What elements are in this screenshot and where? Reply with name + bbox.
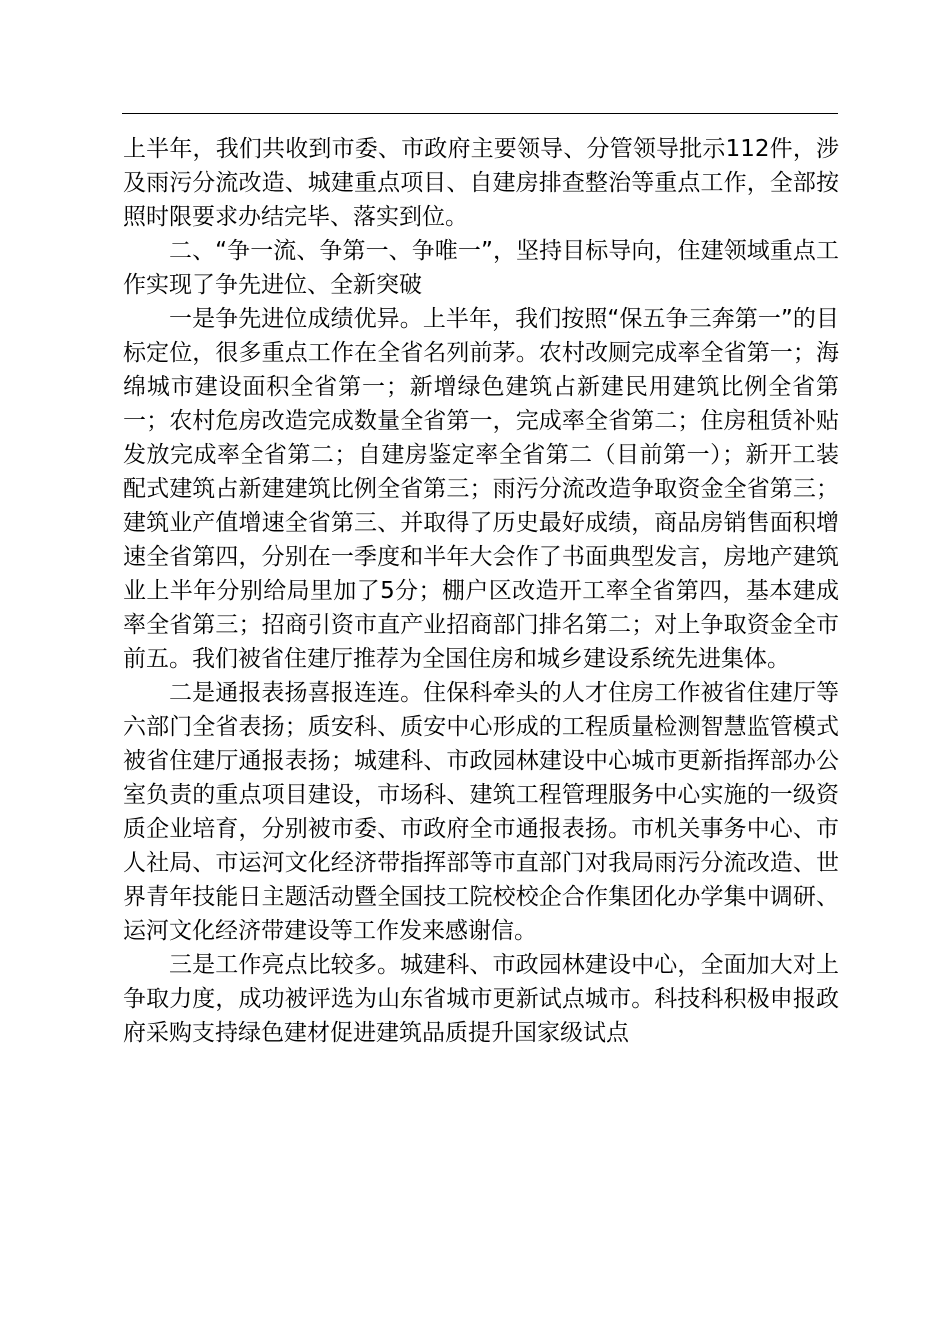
header-rule [122,113,838,114]
paragraph-ranking-results: 一是争先进位成绩优异。上半年，我们按照“保五争三奔第一”的目标定位，很多重点工作在全省名列前茅。农村改厕完成率全省第一；海绵城市建设面积全省第一；新增绿色建筑占新建民用建筑比例全省第一；农村危房改造完成数量全省第一，完成率全省第二；住房租赁补贴发放完成率全省第二；自建房鉴定率全省第二（目前第一）；新开工装配式建筑占新建建筑比例全省第三；雨污分流改造争取资金全省第三；建筑业产值增速全省第三、并取得了历史最好成绩，商品房销售面积增速全省第四，分别在一季度和半年大会作了书面典型发言，房地产建筑业上半年分别给局里加了5分；棚户区改造开工率全省第四，基本建成率全省第三；招商引资市直产业招商部门排名第二；对上争取资金全市前五。我们被省住建厅推荐为全国住房和城乡建设系统先进集体。 [123,306,839,672]
document-body [123,132,839,1050]
paragraph-continuation: 上半年，我们共收到市委、市政府主要领导、分管领导批示112件，涉及雨污分流改造、城建重点项目、自建房排查整治等重点工作，全部按照时限要求办结完毕、落实到位。 [123,136,839,230]
paragraph-commendations: 二是通报表扬喜报连连。住保科牵头的人才住房工作被省住建厅等六部门全省表扬；质安科、质安中心形成的工程质量检测智慧监管模式被省住建厅通报表扬；城建科、市政园林建设中心城市更新指挥部办公室负责的重点项目建设，市场科、建筑工程管理服务中心实施的一级资质企业培育，分别被市委、市政府全市通报表扬。市机关事务中心、市人社局、市运河文化经济带指挥部等市直部门对我局雨污分流改造、世界青年技能日主题活动暨全国技工院校校企合作集团化办学集中调研、运河文化经济带建设等工作发来感谢信。 [123,680,839,944]
section-heading-two: 二、“争一流、争第一、争唯一”，坚持目标导向，住建领域重点工作实现了争先进位、全新突破 [123,238,839,298]
paragraph-highlights: 三是工作亮点比较多。城建科、市政园林建设中心，全面加大对上争取力度，成功被评选为山东省城市更新试点城市。科技科积极申报政府采购支持绿色建材促进建筑品质提升国家级试点 [123,952,839,1046]
